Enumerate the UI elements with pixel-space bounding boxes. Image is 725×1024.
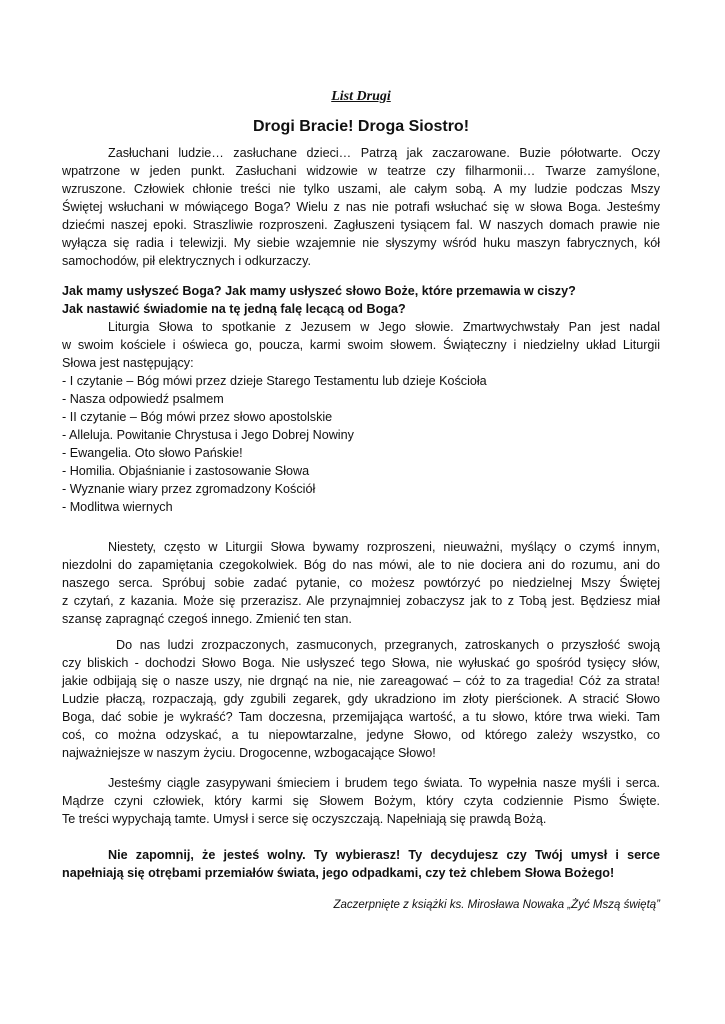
paragraph-2 <box>62 318 660 372</box>
text-line: Świętej wsłuchani w mówiącego Boga? Wielu z nas nie potrafi wsłuchać się w słowa Boga. Jesteśmy <box>62 200 660 214</box>
text-line: wzruszone. Człowiek chłonie treści nie tylko uszami, ale całym sobą. A my ludzie podczas Mszy <box>62 182 660 196</box>
greeting-heading: Drogi Bracie! Droga Siostro! <box>252 118 470 135</box>
text-line: dziećmi naszej epoki. Straszliwie rozproszeni. Zagłuszeni tysiącem fal. W naszych domach prawie nie <box>62 218 660 232</box>
list-item: - Wyznanie wiary przez zgromadzony Kościół <box>62 482 316 496</box>
document-page <box>62 86 660 914</box>
text-line: Zasłuchani ludzie… zasłuchane dzieci… Patrzą jak zaczarowane. Buzie półotwarte. Oczy <box>108 146 660 160</box>
text-line: napełniają się otrębami przemiałów świata, jego odpadkami, czy też chlebem Słowa Bożego! <box>62 866 615 880</box>
closing-paragraph <box>62 846 660 882</box>
list-item: - I czytanie – Bóg mówi przez dzieje Starego Testamentu lub dzieje Kościoła <box>62 374 487 388</box>
list-item: - Modlitwa wiernych <box>62 500 173 514</box>
text-line: Nie zapomnij, że jesteś wolny. Ty wybierasz! Ty decydujesz czy Twój umysł i serce <box>108 848 660 862</box>
text-line: Słowa jest następujący: <box>62 356 194 370</box>
list-item: - Nasza odpowiedź psalmem <box>62 392 224 406</box>
text-line: Do nas ludzi zrozpaczonych, zasmuconych, przegranych, zatroskanych o przyszłość swoją <box>116 638 660 652</box>
text-line: najważniejsze w naszym życiu. Drogocenne, wzbogacające Słowo! <box>62 746 436 760</box>
document-title: List Drugi <box>331 89 391 104</box>
paragraph-3 <box>62 538 660 628</box>
liturgy-list <box>62 372 660 516</box>
list-item: - Alleluja. Powitanie Chrystusa i Jego Dobrej Nowiny <box>62 428 354 442</box>
text-line: naszego serca. Spróbuj sobie zadać pytanie, co możesz powtórzyć po niedzielnej Mszy Świętej <box>62 576 660 590</box>
text-line: coś, co można odzyskać, a tu niepowtarzalne, jedyne Słowo, od którego zależy wszystko, co <box>62 728 660 742</box>
text-line: Boga, dać sobie je wykraść? Tam doczesna, przemijająca wartość, a tu słowo, które trwa wieki. Tam <box>62 710 660 724</box>
list-item: - Ewangelia. Oto słowo Pańskie! <box>62 446 243 460</box>
paragraph-4 <box>62 636 660 762</box>
text-line: jakie odbijają się o nasze uszy, nie drgnąć na nie, nie zareagować – cóż to za tragedia! Cóż za strata! <box>62 674 660 688</box>
source-attribution: Zaczerpnięte z książki ks. Mirosława Nowaka „Żyć Mszą świętą” <box>333 899 660 911</box>
text-line: samochodów, pił elektrycznych i odkurzaczy. <box>62 254 311 268</box>
text-line: Jesteśmy ciągle zasypywani śmieciem i brudem tego świata. To wypełnia nasze myśli i serca. <box>108 776 660 790</box>
paragraph-1 <box>62 144 660 270</box>
text-line: Niestety, często w Liturgii Słowa bywamy rozproszeni, nieuważni, myślący o czymś innym, <box>108 540 660 554</box>
text-line: z czytań, z kazania. Może się przerazisz. Ale przynajmniej zobaczysz jak to z Tobą jest. Będziesz miał <box>62 594 660 608</box>
question-line: Jak nastawić świadomie na tę jedną falę lecącą od Boga? <box>62 302 406 316</box>
text-line: Mądrze czyni człowiek, który karmi się Słowem Bożym, który czyta codziennie Pismo Święte. <box>62 794 660 808</box>
text-line: wpatrzone w jeden punkt. Zasłuchani widzowie w teatrze czy filharmonii… Twarze zamyślone, <box>62 164 660 178</box>
text-line: wyłącza się radia i telewizji. My siebie wzajemnie nie słyszymy wśród huku maszyn fabrycznych, kół <box>62 236 660 250</box>
list-item: - Homilia. Objaśnianie i zastosowanie Słowa <box>62 464 310 478</box>
text-line: czy bliskich - dochodzi Słowo Boga. Nie usłyszeć tego Słowa, nie wyłuskać go spośród tysięcy słów, <box>62 656 660 670</box>
text-line: Te treści wypychają tamte. Umysł i serce się oczyszczają. Napełniają się prawdą Bożą. <box>62 812 547 826</box>
text-line: Liturgia Słowa to spotkanie z Jezusem w Jego słowie. Zmartwychwstały Pan jest nadal <box>108 320 660 334</box>
paragraph-5 <box>62 774 660 828</box>
questions <box>62 282 660 318</box>
text-line: niezdolni do zapamiętania czegokolwiek. Bóg do nas mówi, ale to nie dociera ani do rozumu, ani do <box>62 558 660 572</box>
list-item: - II czytanie – Bóg mówi przez słowo apostolskie <box>62 410 333 424</box>
text-line: Ludzie płaczą, rozpaczają, gdy zgubili zegarek, gdy ukradziono im złoty pierścionek. A stracić Słowo <box>62 692 660 706</box>
text-line: w swoim kościele i oświeca go, poucza, karmi swoim słowem. Świąteczny i niedzielny układ Liturgii <box>62 338 660 352</box>
question-line: Jak mamy usłyszeć Boga? Jak mamy usłyszeć słowo Boże, które przemawia w ciszy? <box>62 284 576 298</box>
text-line: szansę zapragnąć czegoś innego. Zmienić ten stan. <box>62 612 352 626</box>
